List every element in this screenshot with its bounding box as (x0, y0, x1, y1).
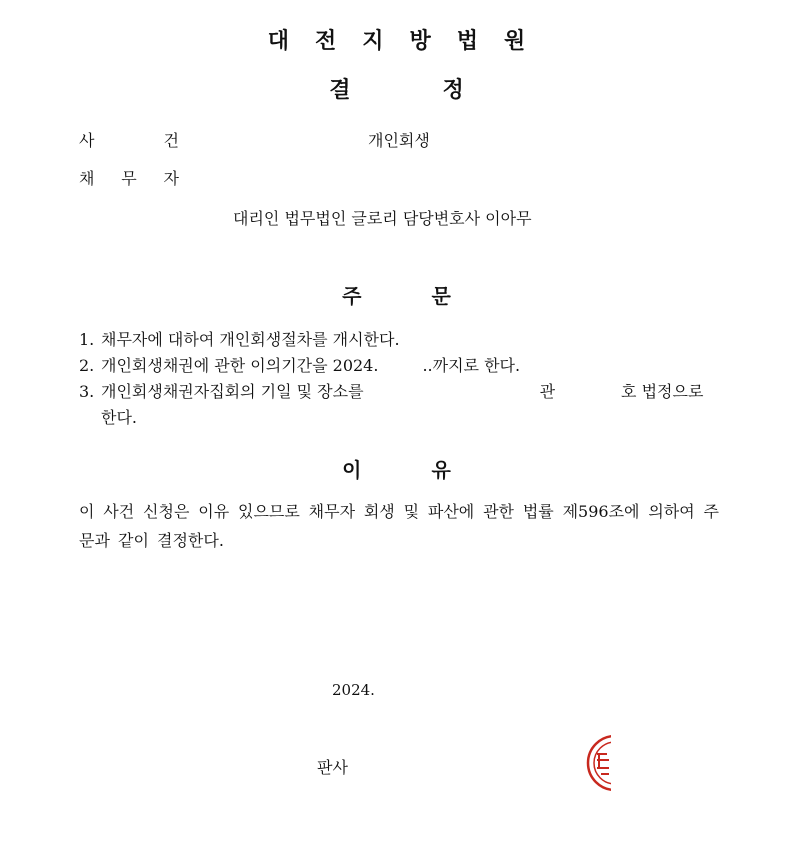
reason-heading: 이 유 (342, 458, 451, 482)
decision-date: 2024. (332, 681, 375, 699)
judge-label: 판사 (317, 758, 348, 777)
debtor-label: 채 무 자 (79, 169, 179, 188)
case-value: 개인회생 (368, 131, 430, 150)
doc-type-char-2: 정 (442, 78, 464, 103)
doc-type-char-1: 결 (329, 78, 351, 103)
order-item-2: 2. 개인회생채권에 관한 이의기간을 2024. ..까지로 한다. (79, 356, 521, 375)
case-label: 사 건 (79, 131, 179, 150)
order-item-1: 1. 채무자에 대하여 개인회생절차를 개시한다. (79, 330, 400, 349)
court-name: 대전지방법원 (267, 29, 552, 54)
court-seal-icon (585, 732, 611, 794)
agent-line: 대리인 법무법인 글로리 담당변호사 이아무 (233, 209, 532, 228)
reason-text: 이 사건 신청은 이유 있으므로 채무자 회생 및 파산에 관한 법률 제596조에 의하여 주문과 같이 결정한다. (79, 502, 719, 550)
order-list (79, 327, 719, 431)
document-type-title (0, 73, 793, 104)
order-heading: 주 문 (342, 284, 451, 308)
order-item-3: 3. 개인회생채권자집회의 기일 및 장소를 관 호 법정으로 한다. (79, 382, 704, 427)
